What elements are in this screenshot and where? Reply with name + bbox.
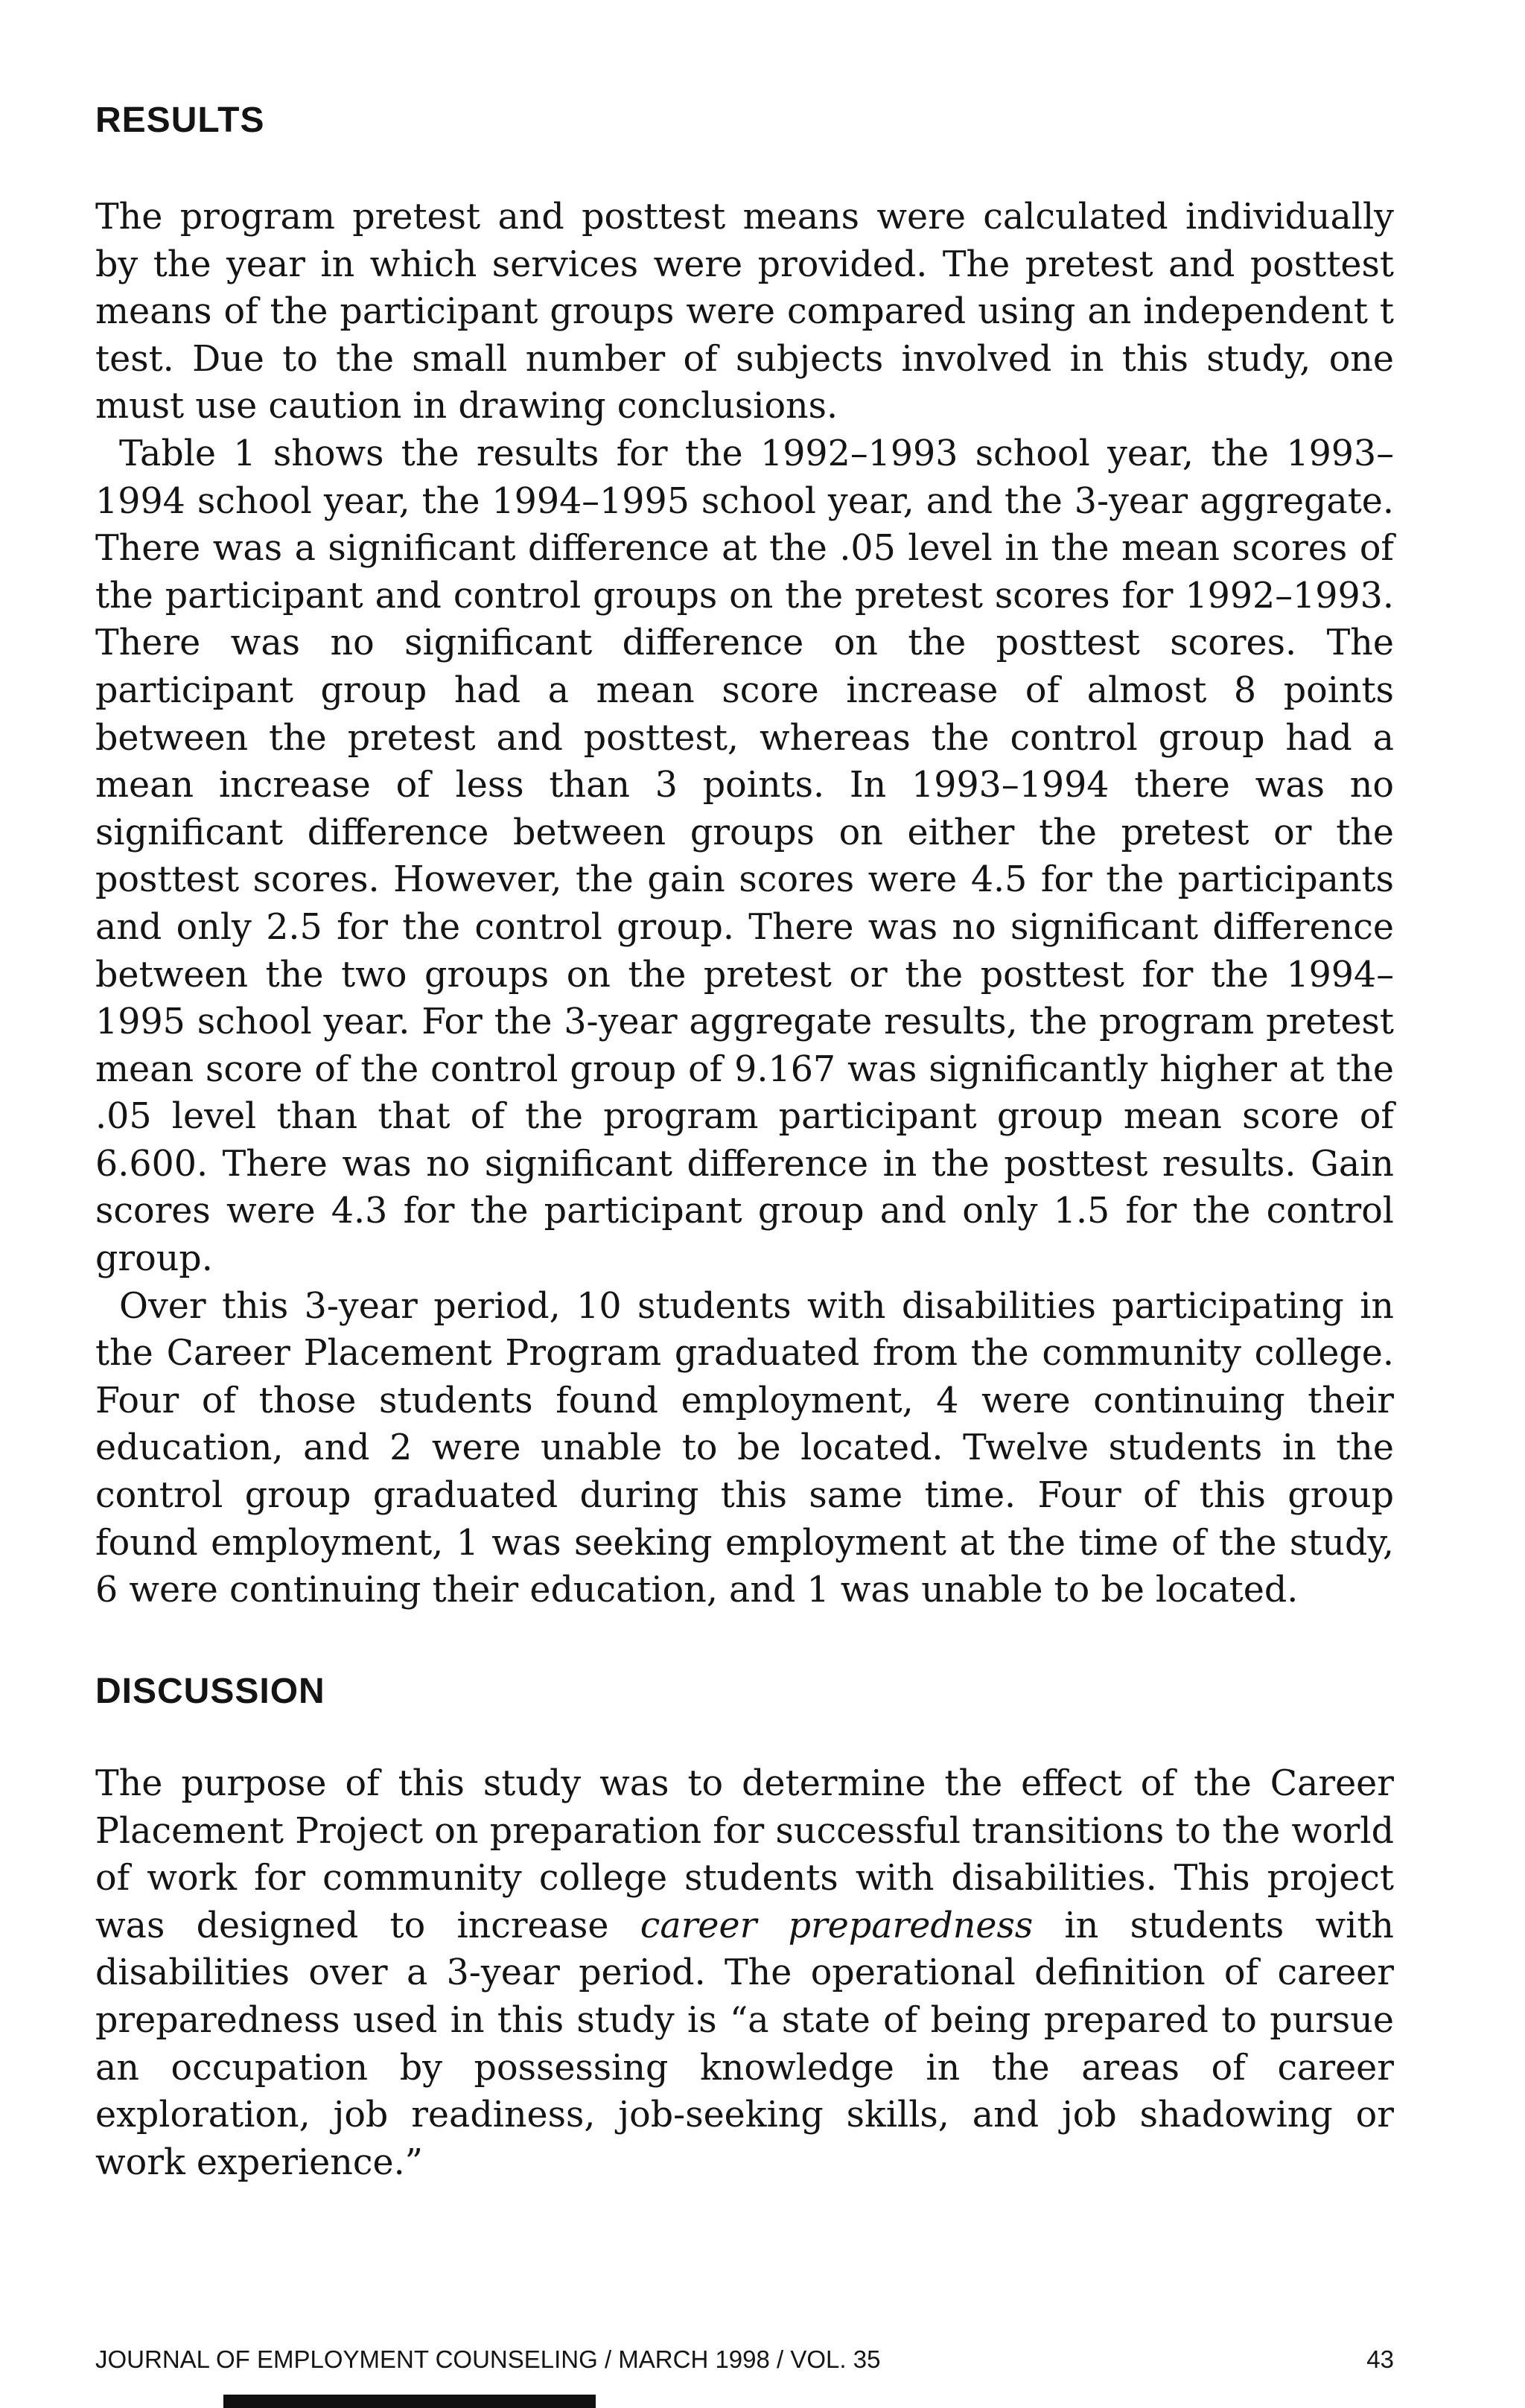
page-number: 43 [1366, 2345, 1394, 2373]
scan-edge-bar [223, 2395, 596, 2408]
results-paragraph-1: The program pretest and posttest means were calculated individually by the year in which services were provided. The pretest and posttest means of the participant groups were compared using an independent t test. Due to the small number of subjects involved in this study, one must use caution in drawing conclusions. [95, 197, 1394, 427]
discussion-heading: DISCUSSION [95, 1672, 325, 1711]
results-paragraph-2: Table 1 shows the results for the 1992–1993 school year, the 1993– 1994 school year, the 1994–1995 school year, and the 3-year aggregate. There was a significant difference at the .05 level in the mean scores of the participant and control groups on the pretest scores for 1992–1993. There was no significant difference on the posttest scores. The participant group had a mean score increase of almost 8 points between the pretest and posttest, whereas the control group had a mean increase of less than 3 points. In 1993–1994 there was no significant difference between groups on either the pretest or the posttest scores. However, the gain scores were 4.5 for the participants and only 2.5 for the control group. There was no significant difference between the two groups on the pretest or the posttest for the 1994–1995 school year. For the 3-year aggregate results, the program pretest mean score of the control group of 9.167 was significantly higher at the .05 level than that of the program participant group mean score of 6.600. There was no significant difference in the posttest results. Gain scores were 4.3 for the participant group and only 1.5 for the control group. [95, 433, 1394, 1280]
discussion-body [95, 1760, 1394, 2186]
results-body [95, 194, 1394, 1614]
discussion-paragraph-1 [95, 1760, 1394, 2186]
page-footer [95, 2345, 1394, 2374]
journal-citation: JOURNAL OF EMPLOYMENT COUNSELING / MARCH 1998 / VOL. 35 [95, 2345, 881, 2373]
career-preparedness-term: career preparedness [640, 1905, 1034, 1946]
results-paragraph-3: Over this 3-year period, 10 students with disabilities participating in the Career Placement Program graduated from the community college. Four of those students found employment, 4 were continuing their education, and 2 were unable to be located. Twelve students in the control group graduated during this same time. Four of this group found employment, 1 was seeking employment at the time of the study, 6 were continuing their education, and 1 was unable to be located. [95, 1285, 1394, 1611]
discussion-text-start: The purpose of this study was to determine the effect of the Career Placement Project on preparation for successful transitions to the world of work for community college students with disabilities. This project was designed to increase [95, 1763, 1394, 1946]
discussion-text-end: in students with disabilities over a 3-year period. The operational definition of career preparedness used in this study is “a state of being prepared to pursue an occupation by possessing knowledge in the areas of career exploration, job readiness, job-seeking skills, and job shadowing or work experience.” [95, 1905, 1395, 2183]
results-heading: RESULTS [95, 101, 265, 140]
